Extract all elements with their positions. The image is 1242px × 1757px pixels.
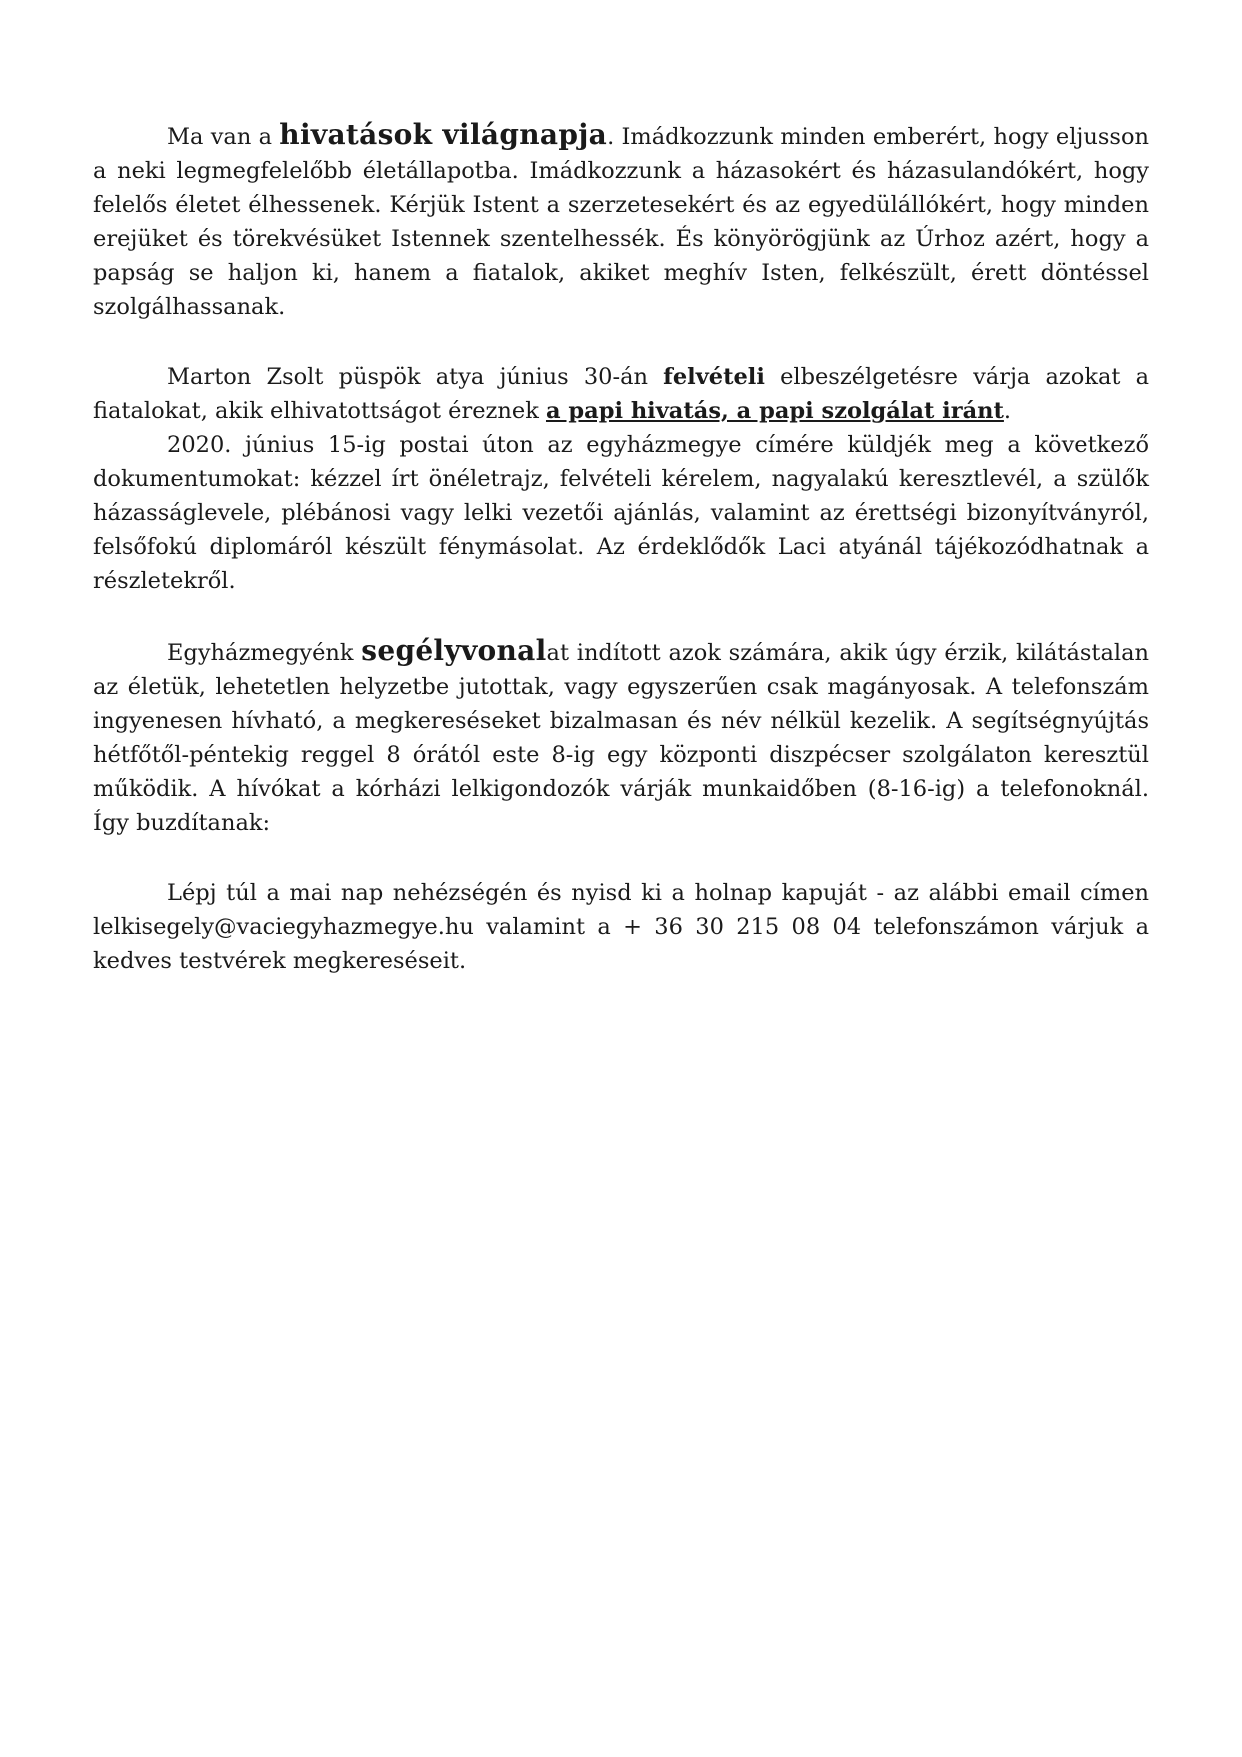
paragraph-text: Ma van a	[167, 124, 280, 150]
paragraph-helpline	[93, 634, 1149, 840]
document-body	[93, 118, 1149, 978]
paragraph-gap	[93, 840, 1149, 876]
paragraph-admission-interview	[93, 360, 1149, 428]
highlight-vocations-day: hivatások világnapja	[279, 118, 608, 151]
underlined-priestly-vocation: a papi hivatás, a papi szolgálat iránt	[545, 398, 1004, 424]
paragraph-documents: 2020. június 15-ig postai úton az egyházmegye címére küldjék meg a következő dokumentumokat: kézzel írt önéletrajz, felvételi kérelem, nagyalakú keresztlevél, a szülők házasságlevele, plébánosi vagy lelki vezetői ajánlás, valamint az érettségi bizonyítványról, felsőfokú diplomáról készült fénymásolat. Az érdeklődők Laci atyánál tájékozódhatnak a részletekről.	[93, 432, 1149, 594]
highlight-helpline: segélyvonal	[361, 634, 547, 667]
paragraph-gap	[93, 324, 1149, 360]
paragraph-text: .	[1003, 398, 1012, 424]
paragraph-vocations-day	[93, 118, 1149, 324]
paragraph-gap	[93, 598, 1149, 634]
paragraph-text: Marton Zsolt püspök atya június 30-án	[167, 364, 664, 390]
paragraph-text: Egyházmegyénk	[167, 640, 362, 666]
paragraph-text: at indított azok számára, akik úgy érzik, kilátástalan az életük, lehetetlen helyzetbe jutottak, vagy egyszerűen csak magányosak. A telefonszám ingyenesen hívható, a megkereséseket bizalmasan és név nélkül kezelik. A segítségnyújtás hétfőtől-péntekig reggel 8 órától este 8-ig egy központi diszpécser szolgálaton keresztül működik. A hívókat a kórházi lelkigondozók várják munkaidőben (8-16-ig) a telefonoknál. Így buzdítanak:	[93, 640, 1149, 836]
paragraph-text: elbeszélgetésre várja azokat a fiatalokat, akik elhivatottságot éreznek	[93, 364, 1149, 424]
bold-admission: felvételi	[663, 364, 765, 390]
paragraph-text: . Imádkozzunk minden emberért, hogy eljusson a neki legmegfelelőbb életállapotba. Imádkozzunk a házasokért és házasulandókért, hogy felelős életet élhessenek. Kérjük Istent a szerzetesekért és az egyedülállókért, hogy minden erejüket és törekvésüket Istennek szentelhessék. És könyörögjünk az Úrhoz azért, hogy a papság se haljon ki, hanem a fiatalok, akiket meghív Isten, felkészült, érett döntéssel szolgálhassanak.	[93, 124, 1149, 320]
paragraph-contact: Lépj túl a mai nap nehézségén és nyisd ki a holnap kapuját - az alábbi email címen lelkisegely@vaciegyhazmegye.hu valamint a + 36 30 215 08 04 telefonszámon várjuk a kedves testvérek megkereséseit.	[93, 880, 1149, 974]
